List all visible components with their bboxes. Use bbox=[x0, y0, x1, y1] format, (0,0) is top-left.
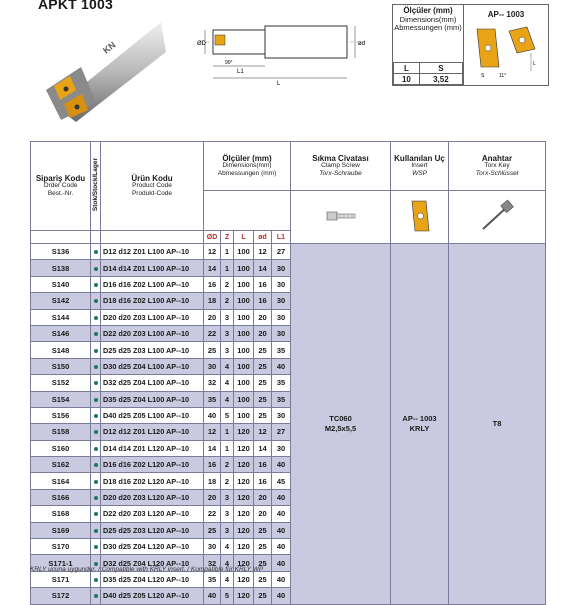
product-code: D30 d25 Z04 L100 AP--10 bbox=[101, 358, 204, 374]
product-code: D22 d20 Z03 L120 AP--10 bbox=[101, 506, 204, 522]
insert-name: AP-- 1003 bbox=[487, 10, 525, 19]
dim-z: 4 bbox=[221, 555, 234, 571]
dim-z: 3 bbox=[221, 506, 234, 522]
order-code: S171 bbox=[31, 571, 91, 587]
dim-d: 12 bbox=[204, 244, 221, 260]
dim-z: 1 bbox=[221, 424, 234, 440]
in-stock-dot bbox=[94, 414, 98, 418]
stock-indicator bbox=[91, 358, 101, 374]
dim-d: 40 bbox=[204, 407, 221, 423]
product-code: D22 d20 Z03 L100 AP--10 bbox=[101, 325, 204, 341]
order-code-header: Sipariş Kodu Order Code Best.-Nr. bbox=[31, 142, 91, 231]
tool-photo bbox=[36, 12, 166, 122]
dim-z: 2 bbox=[221, 293, 234, 309]
stock-indicator bbox=[91, 473, 101, 489]
stock-indicator bbox=[91, 571, 101, 587]
stock-indicator bbox=[91, 588, 101, 604]
dim-l: 100 bbox=[234, 358, 254, 374]
dim-od: 16 bbox=[254, 457, 272, 473]
order-code: S138 bbox=[31, 260, 91, 276]
stock-indicator bbox=[91, 391, 101, 407]
dim-l1: 30 bbox=[272, 407, 291, 423]
dim-d: 20 bbox=[204, 489, 221, 505]
dim-od: 16 bbox=[254, 276, 272, 292]
stock-indicator bbox=[91, 293, 101, 309]
order-code: S164 bbox=[31, 473, 91, 489]
sub-header-d: ØD bbox=[204, 231, 221, 244]
dim-z: 4 bbox=[221, 539, 234, 555]
dim-l1: 30 bbox=[272, 309, 291, 325]
dim-l: 100 bbox=[234, 391, 254, 407]
order-code: S171-1 bbox=[31, 555, 91, 571]
product-code: D35 d25 Z04 L100 AP--10 bbox=[101, 391, 204, 407]
mini-val-l: 10 bbox=[394, 74, 420, 85]
mini-val-s: 3,52 bbox=[419, 74, 462, 85]
dim-l1: 30 bbox=[272, 276, 291, 292]
dim-d: 32 bbox=[204, 375, 221, 391]
dim-od: 14 bbox=[254, 440, 272, 456]
stock-indicator bbox=[91, 244, 101, 260]
dim-od: 14 bbox=[254, 260, 272, 276]
dim-z: 4 bbox=[221, 571, 234, 587]
stock-indicator bbox=[91, 539, 101, 555]
product-code: D35 d25 Z04 L120 AP--10 bbox=[101, 571, 204, 587]
in-stock-dot bbox=[94, 578, 98, 582]
key-image bbox=[449, 191, 546, 244]
product-code: D32 d25 Z04 L120 AP--10 bbox=[101, 555, 204, 571]
dim-l: 100 bbox=[234, 309, 254, 325]
dim-l: 120 bbox=[234, 473, 254, 489]
dim-l1: 40 bbox=[272, 555, 291, 571]
product-code: D40 d25 Z05 L120 AP--10 bbox=[101, 588, 204, 604]
dim-od: 25 bbox=[254, 391, 272, 407]
stock-indicator bbox=[91, 325, 101, 341]
dim-d: 12 bbox=[204, 424, 221, 440]
dim-l: 120 bbox=[234, 555, 254, 571]
dim-z: 5 bbox=[221, 407, 234, 423]
dim-l1: 40 bbox=[272, 358, 291, 374]
dim-od: 25 bbox=[254, 588, 272, 604]
dim-l1: 30 bbox=[272, 260, 291, 276]
in-stock-dot bbox=[94, 512, 98, 516]
stock-header: Stok/Stock/Lager bbox=[91, 142, 101, 231]
dim-l1: 30 bbox=[272, 440, 291, 456]
in-stock-dot bbox=[94, 283, 98, 287]
sub-header-l1: L1 bbox=[272, 231, 291, 244]
product-code: D20 d20 Z03 L100 AP--10 bbox=[101, 309, 204, 325]
order-code: S162 bbox=[31, 457, 91, 473]
insert-dims-heading: Ölçüler (mm) Dimensions(mm) Abmessungen (mm) bbox=[394, 6, 462, 32]
product-code-header: Ürün Kodu Product Code Produkt-Code bbox=[101, 142, 204, 231]
order-code: S152 bbox=[31, 375, 91, 391]
stock-indicator bbox=[91, 457, 101, 473]
stock-indicator bbox=[91, 424, 101, 440]
tool-drawing bbox=[195, 8, 375, 88]
order-code: S154 bbox=[31, 391, 91, 407]
stock-indicator bbox=[91, 506, 101, 522]
drawing-l1-label: L1 bbox=[237, 69, 244, 75]
dim-l1: 40 bbox=[272, 506, 291, 522]
dim-l: 120 bbox=[234, 506, 254, 522]
dim-d: 16 bbox=[204, 276, 221, 292]
sub-header-z: Z bbox=[221, 231, 234, 244]
dim-z: 2 bbox=[221, 276, 234, 292]
order-code: S172 bbox=[31, 588, 91, 604]
dim-l: 120 bbox=[234, 588, 254, 604]
dim-z: 4 bbox=[221, 358, 234, 374]
dim-l1: 35 bbox=[272, 375, 291, 391]
stock-indicator bbox=[91, 407, 101, 423]
dim-z: 2 bbox=[221, 473, 234, 489]
in-stock-dot bbox=[94, 332, 98, 336]
dim-l1: 40 bbox=[272, 457, 291, 473]
order-code: S136 bbox=[31, 244, 91, 260]
dim-z: 3 bbox=[221, 325, 234, 341]
insert-value: AP-- 1003 KRLY bbox=[391, 244, 449, 605]
dim-z: 1 bbox=[221, 260, 234, 276]
dim-od: 20 bbox=[254, 489, 272, 505]
mini-col-s: S bbox=[419, 63, 462, 74]
dim-od: 25 bbox=[254, 375, 272, 391]
stock-indicator bbox=[91, 440, 101, 456]
dim-l: 120 bbox=[234, 489, 254, 505]
stock-indicator bbox=[91, 309, 101, 325]
dim-l1: 30 bbox=[272, 293, 291, 309]
stock-indicator bbox=[91, 260, 101, 276]
in-stock-dot bbox=[94, 365, 98, 369]
screw-header: Sıkma Civatası Clamp Screw Torx-Schraube bbox=[291, 142, 391, 191]
in-stock-dot bbox=[94, 562, 98, 566]
dim-od: 20 bbox=[254, 325, 272, 341]
dim-d: 35 bbox=[204, 391, 221, 407]
order-code: S150 bbox=[31, 358, 91, 374]
in-stock-dot bbox=[94, 463, 98, 467]
dim-l: 100 bbox=[234, 325, 254, 341]
in-stock-dot bbox=[94, 299, 98, 303]
dim-l: 100 bbox=[234, 293, 254, 309]
dim-od: 25 bbox=[254, 539, 272, 555]
insert-s-label: S bbox=[481, 73, 485, 79]
dim-l: 100 bbox=[234, 276, 254, 292]
in-stock-dot bbox=[94, 398, 98, 402]
dim-z: 4 bbox=[221, 375, 234, 391]
dim-od: 20 bbox=[254, 506, 272, 522]
dim-l: 120 bbox=[234, 522, 254, 538]
dim-l1: 27 bbox=[272, 244, 291, 260]
dim-l: 120 bbox=[234, 539, 254, 555]
dim-l: 100 bbox=[234, 260, 254, 276]
product-code: D14 d14 Z01 L120 AP--10 bbox=[101, 440, 204, 456]
dimensions-header: Ölçüler (mm) Dimensions(mm) Abmessungen (mm) bbox=[204, 142, 291, 191]
product-code: D32 d25 Z04 L100 AP--10 bbox=[101, 375, 204, 391]
order-code: S146 bbox=[31, 325, 91, 341]
order-code: S140 bbox=[31, 276, 91, 292]
dim-l: 120 bbox=[234, 440, 254, 456]
order-code: S168 bbox=[31, 506, 91, 522]
stock-indicator bbox=[91, 522, 101, 538]
product-code: D12 d12 Z01 L100 AP--10 bbox=[101, 244, 204, 260]
key-header: Anahtar Torx Key Torx-Schlüssel bbox=[449, 142, 546, 191]
in-stock-dot bbox=[94, 381, 98, 385]
dim-d: 16 bbox=[204, 457, 221, 473]
product-code: D25 d25 Z03 L120 AP--10 bbox=[101, 522, 204, 538]
dim-d: 14 bbox=[204, 260, 221, 276]
product-code: D16 d16 Z02 L100 AP--10 bbox=[101, 276, 204, 292]
screw-value: TC060 M2,5x5,5 bbox=[291, 244, 391, 605]
stock-indicator bbox=[91, 375, 101, 391]
dim-od: 25 bbox=[254, 555, 272, 571]
insert-dimensions-box bbox=[392, 4, 549, 86]
dim-z: 1 bbox=[221, 244, 234, 260]
in-stock-dot bbox=[94, 430, 98, 434]
dim-l: 120 bbox=[234, 457, 254, 473]
order-code: S160 bbox=[31, 440, 91, 456]
table-row bbox=[31, 244, 546, 260]
dim-z: 3 bbox=[221, 522, 234, 538]
page-title: APKT 1003 bbox=[38, 0, 113, 12]
dim-od: 25 bbox=[254, 571, 272, 587]
dim-l1: 40 bbox=[272, 571, 291, 587]
order-code: S156 bbox=[31, 407, 91, 423]
dim-d: 20 bbox=[204, 309, 221, 325]
in-stock-dot bbox=[94, 594, 98, 598]
order-code: S158 bbox=[31, 424, 91, 440]
dim-d: 14 bbox=[204, 440, 221, 456]
dim-l1: 35 bbox=[272, 391, 291, 407]
order-code: S148 bbox=[31, 342, 91, 358]
dim-d: 18 bbox=[204, 293, 221, 309]
dim-d: 25 bbox=[204, 342, 221, 358]
key-value: T8 bbox=[449, 244, 546, 605]
in-stock-dot bbox=[94, 447, 98, 451]
sub-header-l: L bbox=[234, 231, 254, 244]
drawing-od-label: ød bbox=[358, 41, 366, 47]
dim-l1: 30 bbox=[272, 325, 291, 341]
in-stock-dot bbox=[94, 496, 98, 500]
insert-l-label: L bbox=[533, 61, 536, 67]
product-code: D18 d16 Z02 L120 AP--10 bbox=[101, 473, 204, 489]
dim-z: 4 bbox=[221, 391, 234, 407]
dim-z: 3 bbox=[221, 489, 234, 505]
dim-d: 32 bbox=[204, 555, 221, 571]
dim-d: 30 bbox=[204, 539, 221, 555]
dim-l: 100 bbox=[234, 375, 254, 391]
dim-od: 12 bbox=[254, 244, 272, 260]
order-code: S169 bbox=[31, 522, 91, 538]
in-stock-dot bbox=[94, 545, 98, 549]
dim-z: 3 bbox=[221, 309, 234, 325]
stock-indicator bbox=[91, 342, 101, 358]
dim-l: 120 bbox=[234, 424, 254, 440]
order-code: S142 bbox=[31, 293, 91, 309]
dim-z: 5 bbox=[221, 588, 234, 604]
in-stock-dot bbox=[94, 529, 98, 533]
insert-header: Kullanılan Uç Insert WSP bbox=[391, 142, 449, 191]
dim-od: 20 bbox=[254, 309, 272, 325]
dim-l1: 35 bbox=[272, 342, 291, 358]
product-code: D30 d25 Z04 L120 AP--10 bbox=[101, 539, 204, 555]
dim-l: 120 bbox=[234, 571, 254, 587]
order-code: S170 bbox=[31, 539, 91, 555]
dim-d: 25 bbox=[204, 522, 221, 538]
dim-d: 22 bbox=[204, 325, 221, 341]
product-code: D14 d14 Z01 L100 AP--10 bbox=[101, 260, 204, 276]
dim-d: 18 bbox=[204, 473, 221, 489]
dim-od: 25 bbox=[254, 522, 272, 538]
in-stock-dot bbox=[94, 316, 98, 320]
sub-header-od: ød bbox=[254, 231, 272, 244]
in-stock-dot bbox=[94, 349, 98, 353]
in-stock-dot bbox=[94, 480, 98, 484]
dim-l: 100 bbox=[234, 244, 254, 260]
product-code: D20 d20 Z03 L120 AP--10 bbox=[101, 489, 204, 505]
mini-col-l: L bbox=[394, 63, 420, 74]
order-code: S166 bbox=[31, 489, 91, 505]
in-stock-dot bbox=[94, 267, 98, 271]
dim-z: 1 bbox=[221, 440, 234, 456]
dim-l1: 40 bbox=[272, 588, 291, 604]
screw-image bbox=[291, 191, 391, 244]
dim-d: 22 bbox=[204, 506, 221, 522]
dim-d: 30 bbox=[204, 358, 221, 374]
product-code: D18 d16 Z02 L100 AP--10 bbox=[101, 293, 204, 309]
dim-l: 100 bbox=[234, 342, 254, 358]
dim-od: 16 bbox=[254, 473, 272, 489]
compatibility-note: KRLY ucuna uygundur. / Compatible with KRLY insert. / Kompatible für KRLY WP bbox=[30, 566, 264, 573]
drawing-l-label: L bbox=[277, 81, 281, 87]
dim-od: 12 bbox=[254, 424, 272, 440]
dim-l1: 27 bbox=[272, 424, 291, 440]
insert-angle-label: 11° bbox=[499, 73, 507, 79]
dim-z: 2 bbox=[221, 457, 234, 473]
product-code: D16 d16 Z02 L120 AP--10 bbox=[101, 457, 204, 473]
dim-d: 35 bbox=[204, 571, 221, 587]
dim-l1: 45 bbox=[272, 473, 291, 489]
dim-l1: 40 bbox=[272, 489, 291, 505]
dim-od: 25 bbox=[254, 407, 272, 423]
dim-z: 3 bbox=[221, 342, 234, 358]
stock-indicator bbox=[91, 489, 101, 505]
dim-od: 25 bbox=[254, 358, 272, 374]
dim-l1: 40 bbox=[272, 539, 291, 555]
drawing-d-label: ØD bbox=[197, 41, 206, 47]
product-code: D12 d12 Z01 L120 AP--10 bbox=[101, 424, 204, 440]
dim-l: 100 bbox=[234, 407, 254, 423]
product-code: D40 d25 Z05 L100 AP--10 bbox=[101, 407, 204, 423]
dim-l1: 40 bbox=[272, 522, 291, 538]
insert-image bbox=[391, 191, 449, 244]
dim-od: 25 bbox=[254, 342, 272, 358]
drawing-angle-label: 90° bbox=[225, 60, 233, 66]
in-stock-dot bbox=[94, 250, 98, 254]
svg-text:KN: KN bbox=[101, 39, 118, 56]
dim-od: 16 bbox=[254, 293, 272, 309]
stock-indicator bbox=[91, 276, 101, 292]
dim-d: 40 bbox=[204, 588, 221, 604]
product-code: D25 d25 Z03 L100 AP--10 bbox=[101, 342, 204, 358]
order-code: S144 bbox=[31, 309, 91, 325]
